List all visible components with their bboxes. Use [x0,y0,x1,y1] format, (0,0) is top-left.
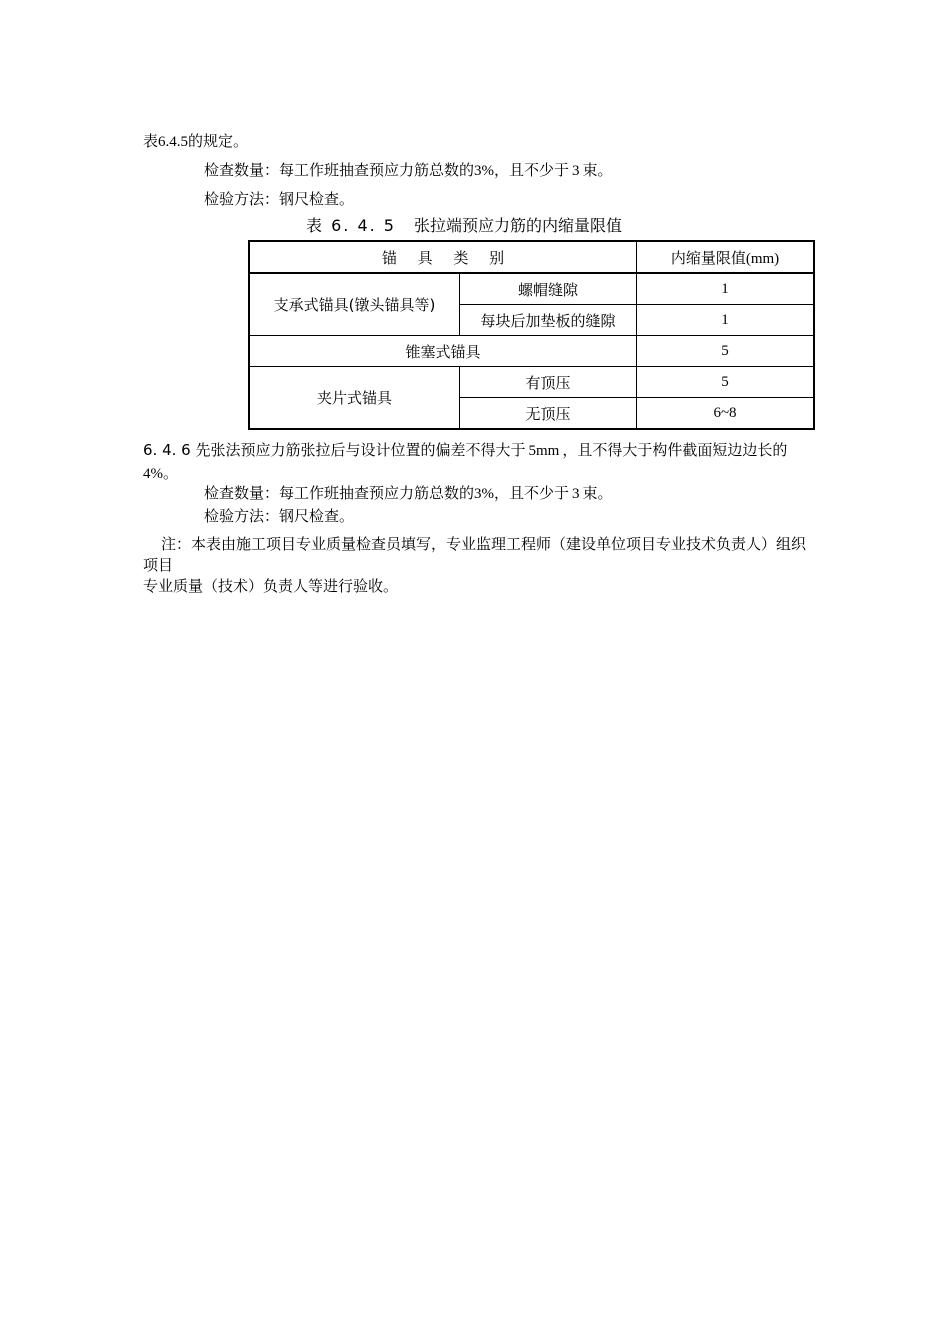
inspection-count: 3 [572,486,580,502]
clause-text-b: ，且不得大于构件截面短边边长的 [562,441,788,459]
sub-shim-gap: 每块后加垫板的缝隙 [460,305,637,336]
table-caption-title: 张拉端预应力筋的内缩量限值 [413,216,622,235]
clause-text-a: 先张法预应力筋张拉后与设计位置的偏差不得大于 [195,441,526,459]
table-header-row [249,241,814,273]
table-row [249,367,814,398]
table-ref-number: 6.4.5 [158,134,189,150]
value-cone-anchor: 5 [637,336,815,367]
inspection-quantity-2 [204,483,613,504]
footnote-line-1: 注：本表由施工项目专业质量检查员填写，专业监理工程师（建设单位项目专业技术负责人）组织项目 [143,535,807,574]
inspection-count: 3 [572,163,580,179]
value-with-press: 5 [637,367,815,398]
inspection-quantity-label: 检查数量：每工作班抽查预应力筋总数的 [204,484,475,502]
clause-6-4-6 [143,439,811,485]
table-caption-number: 表 6. 4. 5 [306,216,396,235]
table-row [249,336,814,367]
paragraph-table-reference [143,131,248,152]
header-limit-unit: (mm) [745,250,780,267]
para-suffix: 的规定。 [188,132,249,150]
inspection-method-2: 检验方法：钢尺检查。 [204,507,355,525]
sub-with-press: 有顶压 [460,367,637,398]
clause-limit: 5mm [528,443,560,459]
sub-nut-gap: 螺帽缝隙 [460,273,637,305]
clause-percent: 4% [143,466,163,482]
inspection-end: 束。 [582,484,613,502]
sub-without-press: 无顶压 [460,398,637,430]
footnote [143,534,815,597]
group-bearing-anchor: 支承式锚具(镦头锚具等) [249,273,460,336]
header-anchor-type-text: 锚 具 类 别 [381,248,513,267]
inspection-mid: ，且不少于 [494,161,570,179]
inspection-quantity-1 [204,160,613,181]
clause-number: 6. 4. 6 [143,441,191,459]
para-prefix: 表 [143,132,159,150]
group-cone-anchor: 锥塞式锚具 [249,336,637,367]
inspection-mid: ，且不少于 [494,484,570,502]
clause-text-c: 。 [163,464,179,482]
inspection-percent: 3% [474,163,495,179]
value-nut-gap: 1 [637,273,815,305]
table-caption [306,215,622,237]
header-anchor-type [249,241,637,273]
inspection-end: 束。 [582,161,613,179]
inspection-percent: 3% [474,486,495,502]
header-limit-text: 内缩量限值 [670,248,746,267]
inspection-method-1: 检验方法：钢尺检查。 [204,190,355,208]
header-retraction-limit [637,241,815,273]
value-without-press: 6~8 [637,398,815,430]
inspection-quantity-label: 检查数量：每工作班抽查预应力筋总数的 [204,161,475,179]
footnote-line-2: 专业质量（技术）负责人等进行验收。 [143,577,399,595]
anchor-retraction-table [248,240,815,430]
value-shim-gap: 1 [637,305,815,336]
table-row [249,273,814,305]
group-wedge-anchor: 夹片式锚具 [249,367,460,430]
